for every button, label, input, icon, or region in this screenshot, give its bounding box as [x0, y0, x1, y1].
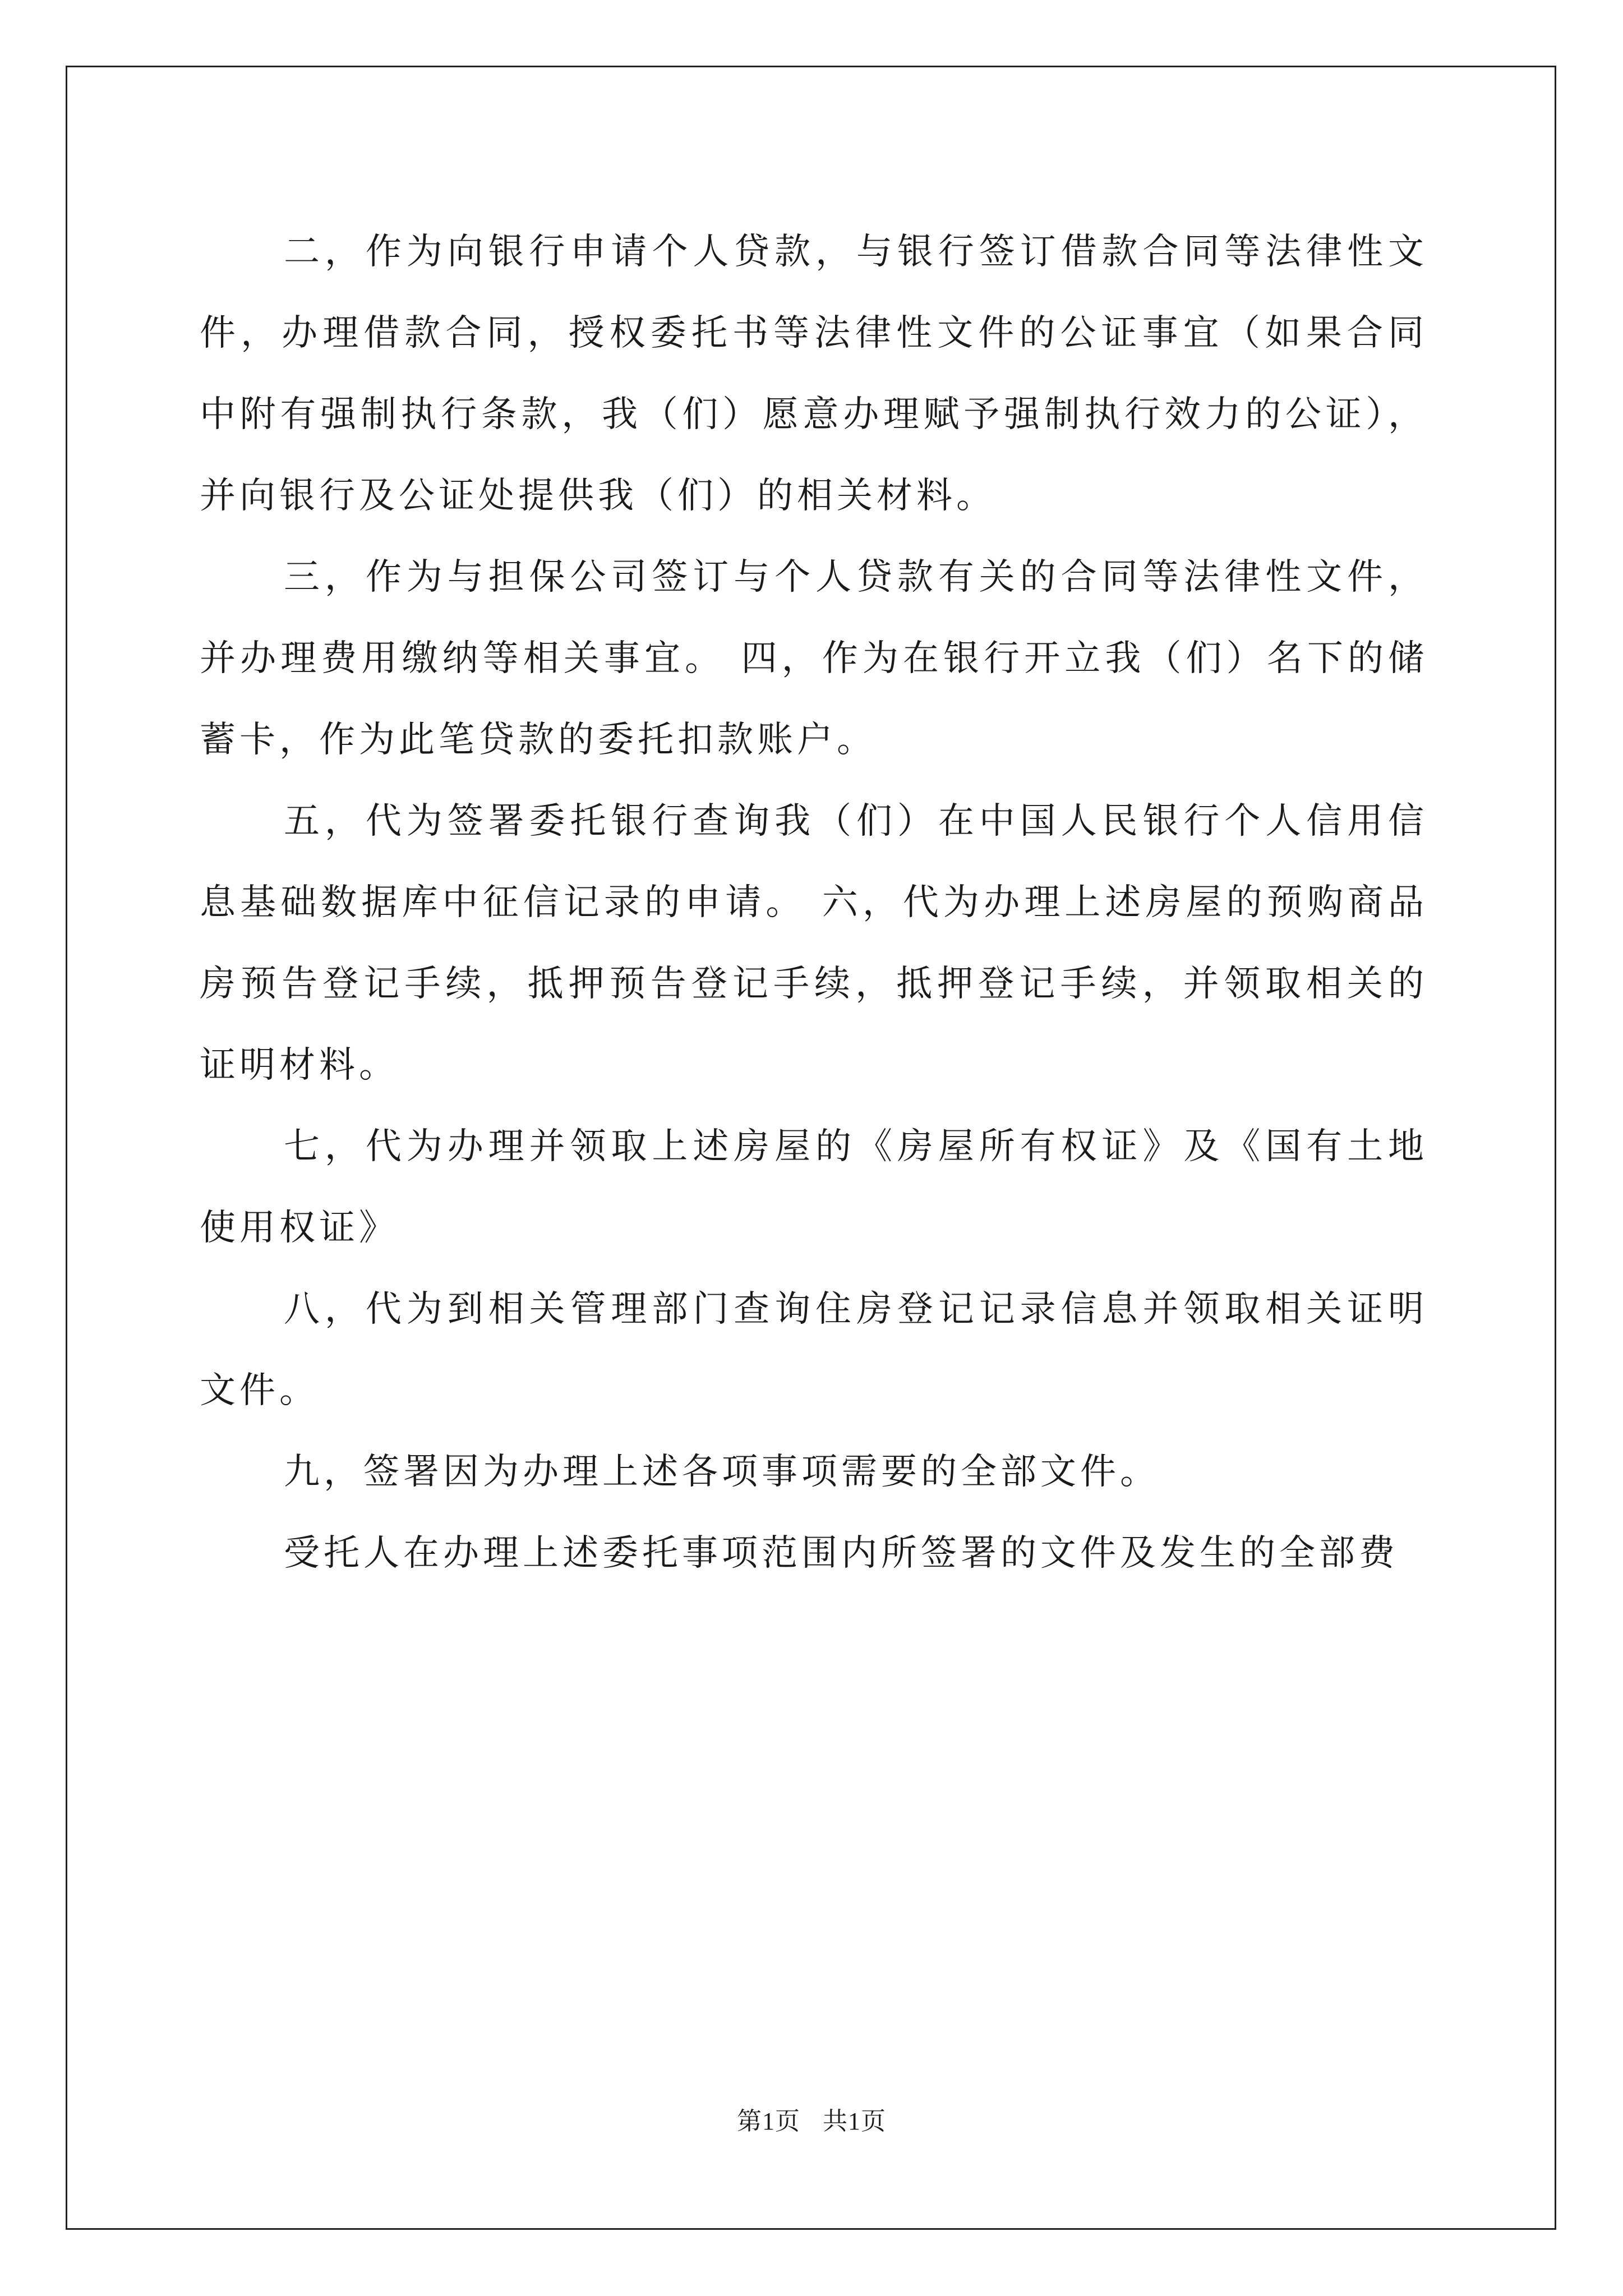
paragraph-2: 二，作为向银行申请个人贷款，与银行签订借款合同等法律性文件，办理借款合同，授权委托书等法律性文件的公证事宜（如果合同中附有强制执行条款，我（们）愿意办理赋予强制执行效力的公证），并向银行及公证处提供我（们）的相关材料。 — [200, 231, 1428, 517]
paragraph-3: 三，作为与担保公司签订与个人贷款有关的合同等法律性文件，并办理费用缴纳等相关事宜。 四，作为在银行开立我（们）名下的储蓄卡，作为此笔贷款的委托扣款账户。 — [200, 556, 1428, 761]
document-body — [200, 211, 1428, 1594]
paragraph-9: 九，签署因为办理上述各项事项需要的全部文件。 — [284, 1451, 1160, 1493]
total-pages: 共1页 — [823, 2108, 886, 2135]
page-number: 第1页 — [737, 2108, 800, 2135]
paragraph-8: 八，代为到相关管理部门查询住房登记记录信息并领取相关证明文件。 — [200, 1289, 1428, 1411]
page-footer — [0, 2101, 1623, 2137]
paragraph-7: 七，代为办理并领取上述房屋的《房屋所有权证》及《国有土地使用权证》 — [200, 1126, 1428, 1249]
paragraph-closing: 受托人在办理上述委托事项范围内所签署的文件及发生的全部费 — [284, 1533, 1399, 1574]
paragraph-5: 五，代为签署委托银行查询我（们）在中国人民银行个人信用信息基础数据库中征信记录的申请。 六，代为办理上述房屋的预购商品房预告登记手续，抵押预告登记手续，抵押登记手续，并领取相关的证明材料。 — [200, 800, 1428, 1086]
